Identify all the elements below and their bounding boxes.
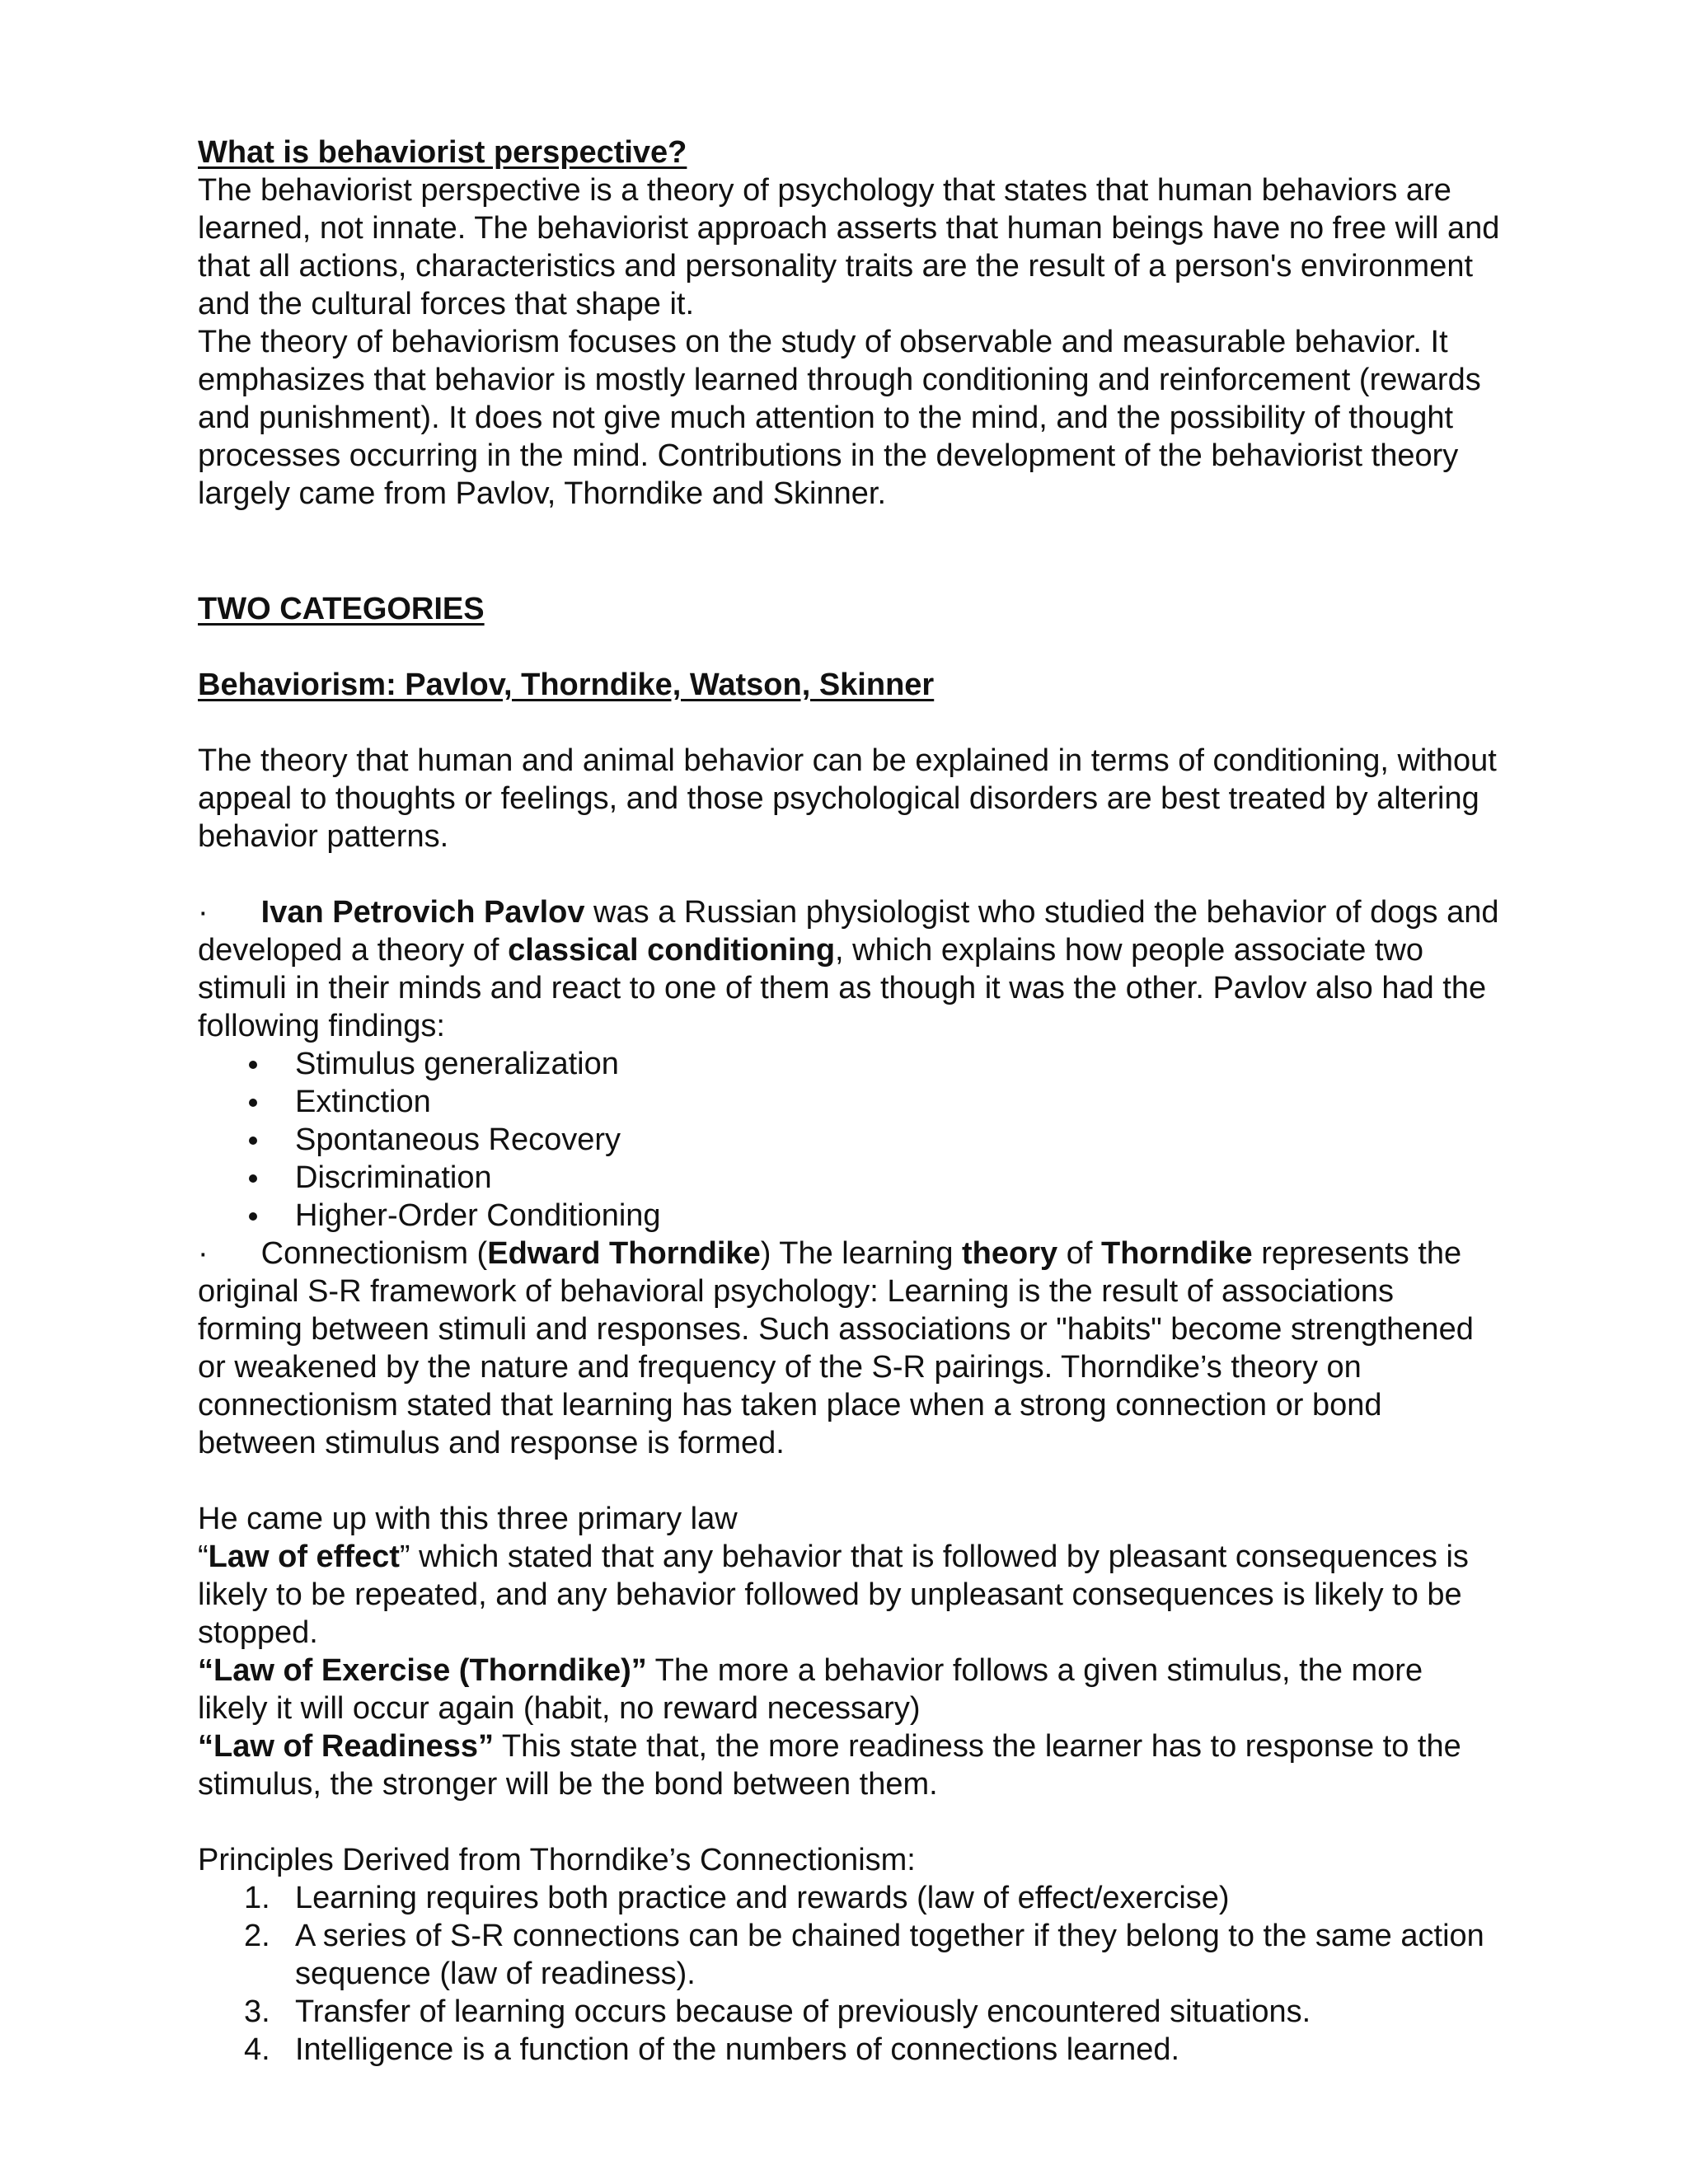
item-text: A series of S-R connections can be chained together if they belong to the same action sequence (law of readiness).	[295, 1919, 1484, 1991]
finding-text: Extinction	[295, 1085, 431, 1119]
list-item	[198, 1083, 1500, 1121]
list-item	[198, 1993, 1500, 2031]
law-of-readiness-text: This state that, the more readiness the learner has to response to the stimulus, the stronger will be the bond between them.	[198, 1729, 1461, 1802]
law-of-effect-quote: “	[198, 1540, 209, 1574]
heading-two-categories: TWO CATEGORIES	[198, 592, 485, 626]
thorndike-text-3: of	[1057, 1236, 1101, 1271]
bullet-icon	[249, 1174, 257, 1183]
definition-paragraph: The theory that human and animal behavior can be explained in terms of conditioning, without appeal to thoughts or feelings, and those psychological disorders are best treated by altering behavior patterns.	[198, 743, 1497, 854]
law-of-readiness-paragraph	[198, 1727, 1500, 1803]
pavlov-name: Ivan Petrovich Pavlov	[260, 895, 585, 930]
pavlov-findings-list	[198, 1045, 1500, 1235]
edward-thorndike-name: Edward Thorndike	[487, 1236, 761, 1271]
definition-block	[198, 742, 1500, 855]
item-text: Transfer of learning occurs because of previously encountered situations.	[295, 1994, 1311, 2029]
law-of-effect-paragraph	[198, 1538, 1500, 1652]
principles-block	[198, 1841, 1500, 2069]
item-text: Learning requires both practice and rewards (law of effect/exercise)	[295, 1881, 1230, 1915]
section-intro	[198, 134, 1500, 513]
thorndike-text-1: Connectionism (	[260, 1236, 488, 1271]
finding-text: Stimulus generalization	[295, 1047, 619, 1081]
classical-conditioning-term: classical conditioning	[508, 933, 836, 968]
item-number: 3.	[244, 1994, 270, 2029]
law-of-exercise-name: “Law of Exercise (Thorndike)”	[198, 1653, 647, 1688]
law-of-effect-text: ” which stated that any behavior that is followed by pleasant consequences is likely to be repeated, and any behavior followed by unpleasant consequences is likely to be stopped.	[198, 1540, 1469, 1650]
list-item	[198, 1045, 1500, 1083]
bullet-icon	[249, 1099, 257, 1107]
section-two-categories	[198, 590, 1500, 628]
list-item	[198, 2031, 1500, 2069]
intro-paragraph-1: The behaviorist perspective is a theory of psychology that states that human behaviors are learned, not innate. The behaviorist approach asserts that human beings have no free will and that all actions, characteristics and personality traits are the result of a person's environment and the cultural forces that shape it.	[198, 173, 1500, 321]
pavlov-block	[198, 893, 1500, 1462]
list-item	[198, 1159, 1500, 1197]
item-number: 2.	[244, 1919, 270, 1953]
bullet-icon	[249, 1212, 257, 1221]
thorndike-name: Thorndike	[1100, 1236, 1253, 1271]
thorndike-text-2: ) The learning	[760, 1236, 963, 1271]
item-number: 1.	[244, 1881, 270, 1915]
pavlov-marker: ·	[198, 895, 209, 930]
principles-title: Principles Derived from Thorndike’s Connectionism:	[198, 1843, 916, 1877]
pavlov-text-1: was a Russian physiologist who studied the behavior of dogs and developed a theory of	[198, 895, 1499, 968]
item-text: Intelligence is a function of the numbers of connections learned.	[295, 2032, 1180, 2067]
theory-term: theory	[962, 1236, 1058, 1271]
list-item	[198, 1121, 1500, 1159]
law-of-effect-name: Law of effect	[208, 1540, 400, 1574]
pavlov-paragraph	[198, 893, 1500, 1045]
thorndike-text-4: represents the original S-R framework of behavioral psychology: Learning is the result of associations forming between stimuli and responses. Such associations or "habits" become strengthened or weakened by the nature and frequency of the S-R pairings. Thorndike’s theory on connectionism stated that learning has taken place when a strong connection or bond between stimulus and response is formed.	[198, 1236, 1474, 1460]
item-number: 4.	[244, 2032, 270, 2067]
bullet-icon	[249, 1137, 257, 1145]
list-item	[198, 1197, 1500, 1235]
intro-paragraph-2: The theory of behaviorism focuses on the study of observable and measurable behavior. It emphasizes that behavior is mostly learned through conditioning and reinforcement (rewards and punishment). It does not give much attention to the mind, and the possibility of thought processes occurring in the mind. Contributions in the development of the behaviorist theory largely came from Pavlov, Thorndike and Skinner.	[198, 325, 1481, 511]
list-item	[198, 1917, 1500, 1993]
finding-text: Higher-Order Conditioning	[295, 1198, 661, 1233]
laws-intro: He came up with this three primary law	[198, 1502, 738, 1536]
finding-text: Discrimination	[295, 1160, 492, 1195]
finding-text: Spontaneous Recovery	[295, 1122, 621, 1157]
section-behaviorism	[198, 666, 1500, 704]
heading-behaviorist-perspective: What is behaviorist perspective?	[198, 135, 687, 170]
thorndike-marker: ·	[198, 1236, 209, 1271]
pavlov-text-2: , which explains how people associate two stimuli in their minds and react to one of them as though it was the other. Pavlov also had the following findings:	[198, 933, 1487, 1043]
law-of-readiness-name: “Law of Readiness”	[198, 1729, 494, 1764]
laws-block	[198, 1500, 1500, 1803]
thorndike-paragraph	[198, 1235, 1500, 1462]
bullet-icon	[249, 1061, 257, 1069]
list-item	[198, 1879, 1500, 1917]
heading-behaviorism-names: Behaviorism: Pavlov, Thorndike, Watson, Skinner	[198, 668, 935, 702]
law-of-exercise-text: The more a behavior follows a given stimulus, the more likely it will occur again (habit, no reward necessary)	[198, 1653, 1423, 1726]
law-of-exercise-paragraph	[198, 1652, 1500, 1727]
